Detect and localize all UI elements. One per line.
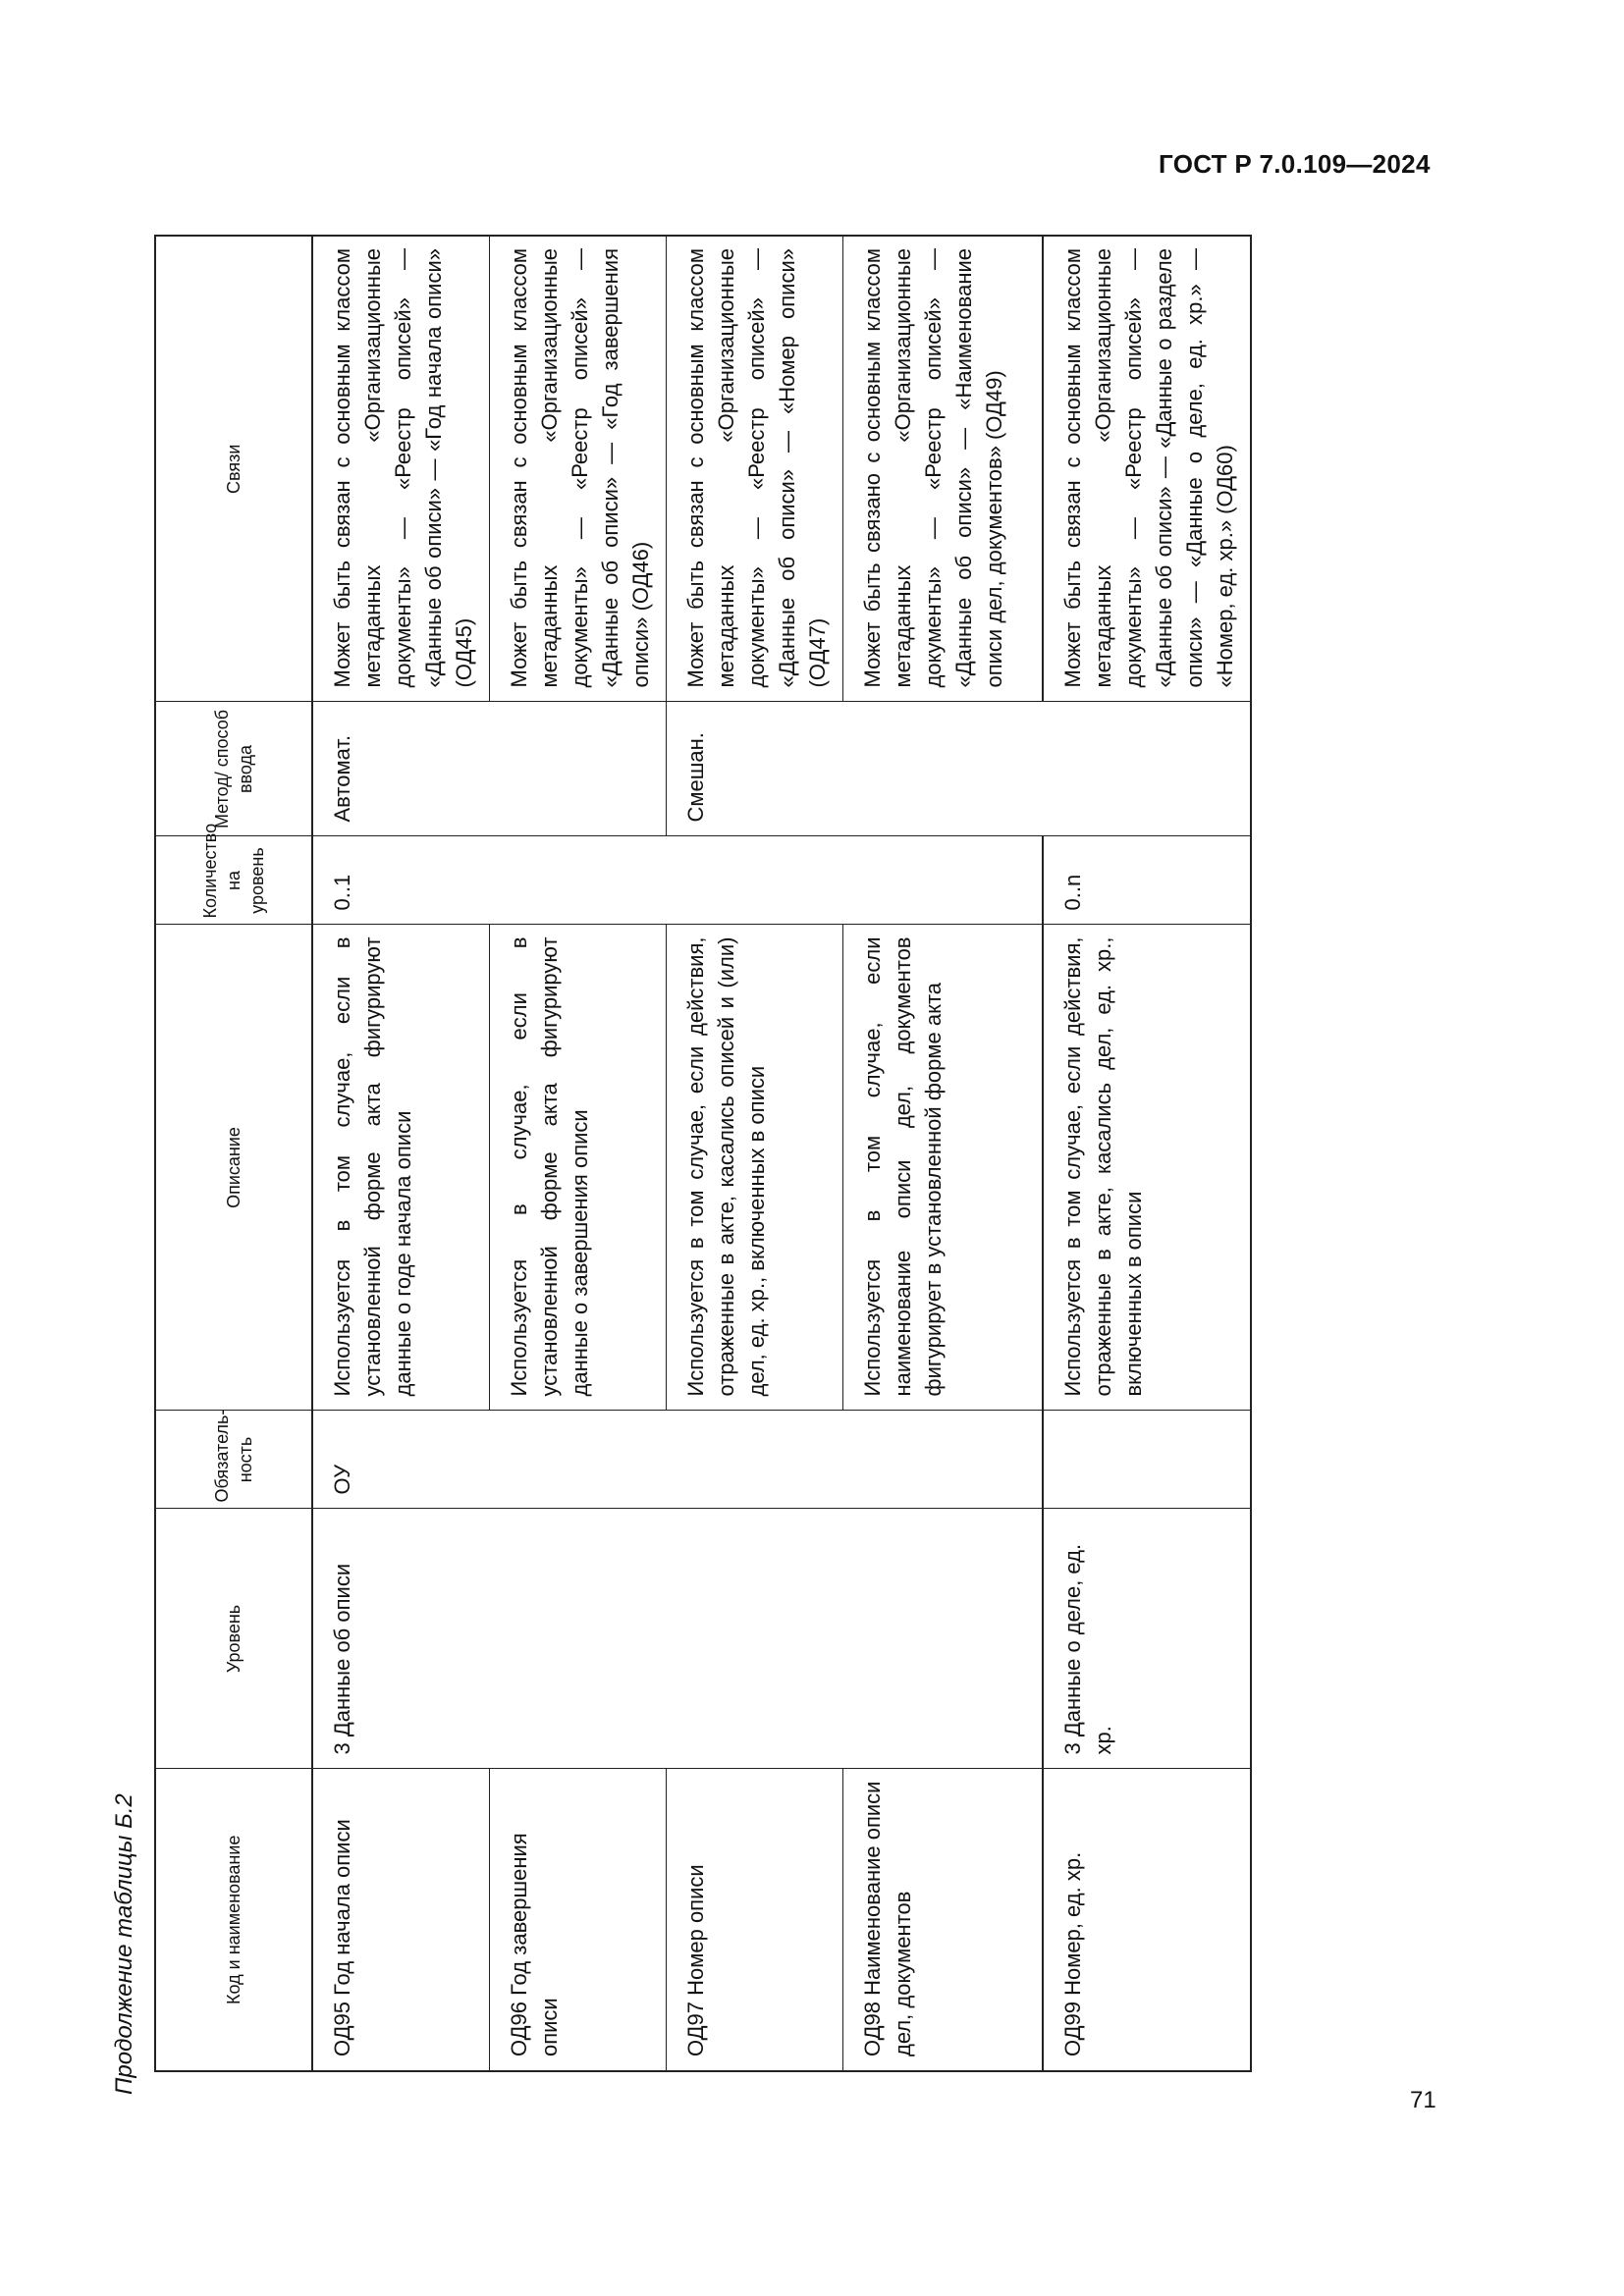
table-row — [667, 236, 843, 2071]
col-header-links: Связи — [155, 236, 312, 702]
cell-method — [490, 702, 667, 836]
cell-mandatory — [1043, 1411, 1251, 1509]
table-row — [843, 236, 1043, 2071]
cell-code: ОД96 Год завершения описи — [490, 1769, 667, 2071]
col-header-mandatory: Обязатель-ность — [155, 1411, 312, 1509]
page-number: 71 — [1410, 2087, 1436, 2113]
table-caption: Продолжение таблицы Б.2 — [111, 1793, 137, 2095]
cell-mandatory — [490, 1411, 667, 1509]
cell-links: Может быть связано с основным классом метаданных «Организационные документы» — «Реестр описей» — «Данные об описи» — «Наименование описи дел, документов» (ОД49) — [843, 236, 1043, 702]
col-header-description: Описание — [155, 925, 312, 1411]
document-code: ГОСТ Р 7.0.109—2024 — [1159, 149, 1431, 179]
cell-level — [667, 1509, 843, 1769]
cell-code: ОД95 Год начала описи — [312, 1769, 490, 2071]
cell-links: Может быть связан с основным классом метаданных «Организационные документы» — «Реестр описей» — «Данные об описи» — «Год завершения описи» (ОД46) — [490, 236, 667, 702]
cell-links: Может быть связан с основным классом метаданных «Организационные документы» — «Реестр описей» — «Данные об описи» — «Данные о разделе описи» — «Данные о деле, ед. хр.» — «Номер, ед. хр.» (ОД60) — [1043, 236, 1251, 702]
col-header-code: Код и наименование — [155, 1769, 312, 2071]
cell-code: ОД97 Номер описи — [667, 1769, 843, 2071]
table-header-row — [155, 236, 312, 2071]
cell-quantity: 0..1 — [312, 836, 490, 925]
table-row — [312, 236, 490, 2071]
cell-level: 3 Данные об описи — [312, 1509, 490, 1769]
cell-description: Используется в том случае, если в установленной форме акта фигурируют данные о годе начала описи — [312, 925, 490, 1411]
col-header-level: Уровень — [155, 1509, 312, 1769]
cell-method: Смешан. — [667, 702, 843, 836]
cell-quantity: 0..n — [1043, 836, 1251, 925]
cell-description: Используется в том случае, если действия, отраженные в акте, касались дел, ед. хр., включенных в описи — [1043, 925, 1251, 1411]
col-header-method: Метод/ способ ввода — [155, 702, 312, 836]
cell-quantity — [667, 836, 843, 925]
cell-level — [490, 1509, 667, 1769]
cell-quantity — [843, 836, 1043, 925]
cell-links: Может быть связан с основным классом метаданных «Организационные документы» — «Реестр описей» — «Данные об описи» — «Год начала описи» (ОД45) — [312, 236, 490, 702]
cell-level — [843, 1509, 1043, 1769]
cell-quantity — [490, 836, 667, 925]
cell-mandatory — [667, 1411, 843, 1509]
table-row — [490, 236, 667, 2071]
cell-code: ОД98 Наименование описи дел, документов — [843, 1769, 1043, 2071]
cell-description: Используется в том случае, если наименование описи дел, документов фигурирует в установленной форме акта — [843, 925, 1043, 1411]
cell-description: Используется в случае, если в установленной форме акта фигурируют данные о завершения описи — [490, 925, 667, 1411]
table-row — [1043, 236, 1251, 2071]
col-header-quantity: Количество на уровень — [155, 836, 312, 925]
metadata-table — [154, 237, 1237, 2072]
cell-method: Автомат. — [312, 702, 490, 836]
cell-mandatory: ОУ — [312, 1411, 490, 1509]
cell-links: Может быть связан с основным классом метаданных «Организационные документы» — «Реестр описей» — «Данные об описи» — «Номер описи» (ОД47) — [667, 236, 843, 702]
cell-mandatory — [843, 1411, 1043, 1509]
cell-description: Используется в том случае, если действия, отраженные в акте, касались описей и (или) дел, ед. хр., включенных в описи — [667, 925, 843, 1411]
cell-method — [1043, 702, 1251, 836]
cell-code: ОД99 Номер, ед. хр. — [1043, 1769, 1251, 2071]
cell-method — [843, 702, 1043, 836]
cell-level: 3 Данные о деле, ед. хр. — [1043, 1509, 1251, 1769]
